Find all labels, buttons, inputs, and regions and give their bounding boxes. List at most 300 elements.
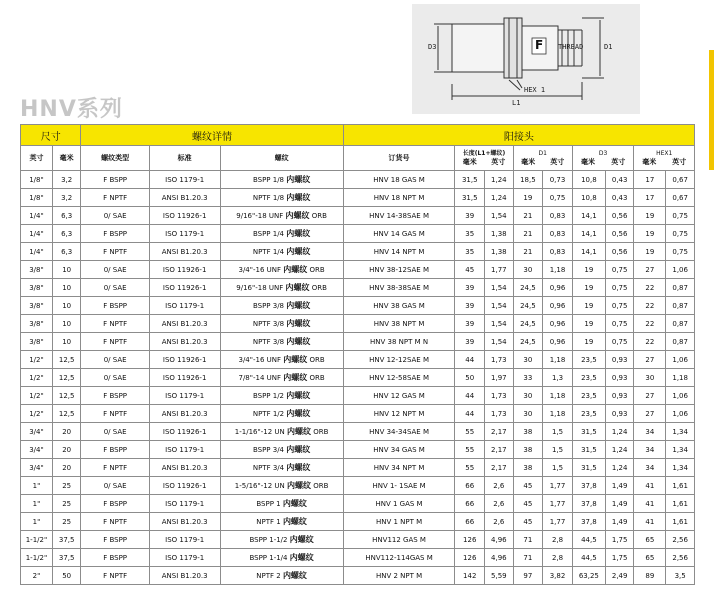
cell-thread [220, 369, 343, 387]
cell-order-no: HNV 34-34SAE M [343, 423, 455, 441]
cell-thread-type: F NPTF [81, 315, 149, 333]
cell-d1-mm: 45 [513, 495, 543, 513]
cell-thread-type: F NPTF [81, 459, 149, 477]
cell-standard: ANSI B1.20.3 [149, 513, 220, 531]
cell-hex-mm: 22 [634, 279, 666, 297]
cell-d1-in: 1,18 [543, 261, 573, 279]
col-inch: 英寸 [21, 146, 53, 171]
cell-inch: 1/2" [21, 351, 53, 369]
cell-hex-in: 0,87 [666, 297, 695, 315]
thread-suffix: ORB [311, 212, 327, 220]
internal-thread-label: 内螺纹 [282, 499, 307, 508]
cell-standard: ANSI B1.20.3 [149, 333, 220, 351]
cell-order-no: HNV 12-58SAE M [343, 369, 455, 387]
cell-hex-in: 0,75 [666, 207, 695, 225]
cell-d1-mm: 71 [513, 531, 543, 549]
cell-d1-mm: 38 [513, 459, 543, 477]
internal-thread-label: 内螺纹 [286, 463, 311, 472]
cell-length-in: 1,24 [485, 171, 514, 189]
group-size: 尺寸 [21, 125, 81, 146]
cell-thread [220, 495, 343, 513]
internal-thread-label: 内螺纹 [286, 481, 311, 490]
cell-thread [220, 315, 343, 333]
cell-d1-in: 1,18 [543, 387, 573, 405]
cell-d3-mm: 14,1 [572, 243, 605, 261]
cell-length-mm: 35 [455, 225, 485, 243]
table-row [21, 441, 695, 459]
cell-d1-mm: 30 [513, 405, 543, 423]
cell-length-in: 1,38 [485, 225, 514, 243]
cell-d1-mm: 24,5 [513, 279, 543, 297]
cell-d3-in: 0,93 [605, 405, 634, 423]
cell-length-mm: 50 [455, 369, 485, 387]
thread-spec: NPTF 3/8 [252, 338, 285, 346]
cell-order-no: HNV 1- 1SAE M [343, 477, 455, 495]
cell-length-mm: 44 [455, 405, 485, 423]
cell-d1-mm: 21 [513, 243, 543, 261]
cell-order-no: HNV 12 NPT M [343, 405, 455, 423]
cell-thread-type: F BSPP [81, 297, 149, 315]
cell-d1-mm: 24,5 [513, 333, 543, 351]
cell-standard: ANSI B1.20.3 [149, 459, 220, 477]
cell-inch: 3/4" [21, 441, 53, 459]
cell-d1-in: 1,77 [543, 495, 573, 513]
cell-mm: 10 [52, 333, 81, 351]
internal-thread-label: 内螺纹 [289, 535, 314, 544]
cell-d3-mm: 44,5 [572, 531, 605, 549]
cell-hex-in: 1,18 [666, 369, 695, 387]
cell-hex-mm: 27 [634, 387, 666, 405]
thread-spec: 9/16"-18 UNF [236, 212, 284, 220]
cell-mm: 6,3 [52, 225, 81, 243]
table-row [21, 279, 695, 297]
cell-d1-in: 1,18 [543, 405, 573, 423]
cell-length-mm: 39 [455, 279, 485, 297]
cell-d1-mm: 45 [513, 513, 543, 531]
cell-standard: ISO 1179-1 [149, 441, 220, 459]
cell-length-in: 1,54 [485, 333, 514, 351]
cell-d1-in: 1,18 [543, 351, 573, 369]
cell-d3-mm: 19 [572, 279, 605, 297]
cell-d3-mm: 31,5 [572, 423, 605, 441]
cell-thread [220, 531, 343, 549]
cell-length-mm: 126 [455, 531, 485, 549]
col-thread-type: 螺纹类型 [81, 146, 149, 171]
cell-order-no: HNV112 GAS M [343, 531, 455, 549]
cell-hex-mm: 34 [634, 459, 666, 477]
internal-thread-label: 内螺纹 [286, 301, 311, 310]
col-order-no: 订货号 [343, 146, 455, 171]
internal-thread-label: 内螺纹 [286, 427, 311, 436]
cell-d3-in: 0,93 [605, 351, 634, 369]
cell-d3-in: 1,49 [605, 513, 634, 531]
cell-order-no: HNV 1 GAS M [343, 495, 455, 513]
col-length-mm: 毫米 [462, 158, 477, 166]
cell-d3-in: 1,24 [605, 459, 634, 477]
cell-standard: ISO 11926-1 [149, 207, 220, 225]
cell-d3-in: 0,75 [605, 333, 634, 351]
cell-thread [220, 171, 343, 189]
cell-length-mm: 44 [455, 351, 485, 369]
cell-d1-mm: 19 [513, 189, 543, 207]
cell-inch: 2" [21, 567, 53, 585]
cell-hex-in: 1,61 [666, 513, 695, 531]
cell-hex-mm: 27 [634, 351, 666, 369]
cell-length-in: 1,38 [485, 243, 514, 261]
cell-inch: 1/4" [21, 225, 53, 243]
cell-mm: 20 [52, 459, 81, 477]
cell-length-in: 1,77 [485, 261, 514, 279]
group-thread-details: 螺纹详情 [81, 125, 343, 146]
cell-d3-mm: 19 [572, 315, 605, 333]
cell-d3-mm: 14,1 [572, 225, 605, 243]
thread-suffix: ORB [309, 356, 325, 364]
cell-length-mm: 39 [455, 297, 485, 315]
cell-hex-mm: 22 [634, 333, 666, 351]
label-thread: THREAD [558, 43, 584, 51]
internal-thread-label: 内螺纹 [286, 247, 311, 256]
table-row [21, 423, 695, 441]
cell-thread-type: 0/ SAE [81, 477, 149, 495]
cell-mm: 12,5 [52, 369, 81, 387]
cell-inch: 3/4" [21, 423, 53, 441]
cell-inch: 1/2" [21, 405, 53, 423]
cell-inch: 3/8" [21, 315, 53, 333]
thread-suffix: ORB [309, 266, 325, 274]
internal-thread-label: 内螺纹 [282, 517, 307, 526]
cell-mm: 25 [52, 477, 81, 495]
cell-length-mm: 126 [455, 549, 485, 567]
table-row [21, 315, 695, 333]
cell-standard: ISO 1179-1 [149, 225, 220, 243]
cell-d1-in: 0,96 [543, 315, 573, 333]
col-standard: 标准 [149, 146, 220, 171]
internal-thread-label: 内螺纹 [285, 211, 310, 220]
internal-thread-label: 内螺纹 [286, 319, 311, 328]
cell-length-mm: 39 [455, 207, 485, 225]
cell-inch: 1-1/2" [21, 531, 53, 549]
cell-d3-mm: 23,5 [572, 369, 605, 387]
cell-hex-mm: 27 [634, 405, 666, 423]
thread-spec: BSPP 1-1/4 [249, 554, 288, 562]
cell-hex-mm: 65 [634, 531, 666, 549]
edge-accent-bar [709, 50, 714, 170]
cell-mm: 25 [52, 513, 81, 531]
internal-thread-label: 内螺纹 [289, 553, 314, 562]
label-d1: D1 [604, 43, 613, 51]
thread-spec: 9/16"-18 UNF [236, 284, 284, 292]
cell-inch: 1/8" [21, 189, 53, 207]
cell-standard: ISO 1179-1 [149, 495, 220, 513]
cell-d3-in: 1,24 [605, 441, 634, 459]
cell-d1-in: 2,8 [543, 549, 573, 567]
cell-thread-type: F NPTF [81, 333, 149, 351]
cell-d1-in: 1,3 [543, 369, 573, 387]
cell-mm: 3,2 [52, 171, 81, 189]
cell-thread-type: F BSPP [81, 531, 149, 549]
cell-d3-mm: 23,5 [572, 387, 605, 405]
cell-d3-in: 0,75 [605, 261, 634, 279]
cell-length-in: 1,24 [485, 189, 514, 207]
cell-d1-mm: 71 [513, 549, 543, 567]
cell-length-in: 1,97 [485, 369, 514, 387]
table-row [21, 369, 695, 387]
cell-d3-in: 0,75 [605, 297, 634, 315]
cell-thread-type: 0/ SAE [81, 369, 149, 387]
cell-length-mm: 55 [455, 423, 485, 441]
cell-length-in: 2,6 [485, 477, 514, 495]
cell-hex-mm: 22 [634, 315, 666, 333]
cell-d1-in: 1,77 [543, 513, 573, 531]
table-row [21, 495, 695, 513]
thread-spec: BSPP 1/8 [252, 176, 285, 184]
thread-spec: 3/4"-16 UNF [238, 266, 282, 274]
cell-d3-in: 1,49 [605, 495, 634, 513]
cell-standard: ISO 1179-1 [149, 171, 220, 189]
cell-mm: 6,3 [52, 243, 81, 261]
cell-inch: 1/4" [21, 207, 53, 225]
cell-inch: 1" [21, 477, 53, 495]
cell-standard: ISO 1179-1 [149, 387, 220, 405]
cell-length-in: 2,6 [485, 495, 514, 513]
cell-d3-mm: 37,8 [572, 477, 605, 495]
table-row [21, 207, 695, 225]
col-hex-mm: 毫米 [642, 158, 657, 166]
cell-length-in: 2,17 [485, 459, 514, 477]
cell-d3-mm: 31,5 [572, 459, 605, 477]
cell-hex-in: 1,34 [666, 459, 695, 477]
cell-d1-in: 0,75 [543, 189, 573, 207]
cell-mm: 12,5 [52, 351, 81, 369]
cell-d3-mm: 14,1 [572, 207, 605, 225]
table-row [21, 297, 695, 315]
cell-mm: 25 [52, 495, 81, 513]
cell-inch: 1" [21, 513, 53, 531]
cell-hex-mm: 30 [634, 369, 666, 387]
cell-length-in: 5,59 [485, 567, 514, 585]
label-l1: L1 [512, 99, 521, 107]
cell-standard: ISO 1179-1 [149, 297, 220, 315]
cell-length-mm: 142 [455, 567, 485, 585]
cell-length-mm: 45 [455, 261, 485, 279]
table-row [21, 405, 695, 423]
cell-thread-type: F BSPP [81, 225, 149, 243]
cell-d3-in: 1,49 [605, 477, 634, 495]
table-row [21, 189, 695, 207]
cell-d3-mm: 10,8 [572, 171, 605, 189]
col-d1-in: 英寸 [550, 158, 565, 166]
cell-d1-in: 0,96 [543, 279, 573, 297]
cell-thread-type: F NPTF [81, 189, 149, 207]
cell-thread [220, 297, 343, 315]
cell-d1-in: 1,5 [543, 441, 573, 459]
cell-inch: 1-1/2" [21, 549, 53, 567]
cell-hex-in: 0,67 [666, 189, 695, 207]
cell-thread-type: F NPTF [81, 405, 149, 423]
cell-thread-type: F BSPP [81, 495, 149, 513]
cell-order-no: HNV 38 NPT M N [343, 333, 455, 351]
cell-order-no: HNV 14 NPT M [343, 243, 455, 261]
cell-hex-mm: 41 [634, 477, 666, 495]
cell-d3-in: 1,75 [605, 549, 634, 567]
cell-d3-in: 2,49 [605, 567, 634, 585]
cell-standard: ISO 11926-1 [149, 369, 220, 387]
cell-d3-in: 0,75 [605, 279, 634, 297]
cell-thread [220, 477, 343, 495]
cell-hex-in: 1,06 [666, 387, 695, 405]
thread-spec: 3/4"-16 UNF [238, 356, 282, 364]
spec-table [20, 124, 695, 585]
thread-spec: BSPP 1 [256, 500, 281, 508]
thread-suffix: ORB [309, 374, 325, 382]
cell-hex-mm: 19 [634, 207, 666, 225]
cell-length-mm: 35 [455, 243, 485, 261]
table-row [21, 225, 695, 243]
cell-hex-in: 1,34 [666, 423, 695, 441]
cell-d1-mm: 18,5 [513, 171, 543, 189]
cell-thread-type: 0/ SAE [81, 207, 149, 225]
cell-length-in: 2,6 [485, 513, 514, 531]
cell-thread [220, 333, 343, 351]
cell-inch: 1" [21, 495, 53, 513]
cell-d3-mm: 37,8 [572, 495, 605, 513]
cell-hex-in: 1,06 [666, 351, 695, 369]
cell-hex-in: 0,87 [666, 315, 695, 333]
cell-thread [220, 261, 343, 279]
col-hex1-title: HEX1 [656, 150, 673, 157]
cell-d3-in: 0,93 [605, 369, 634, 387]
cell-length-mm: 44 [455, 387, 485, 405]
thread-spec: NPTF 2 [256, 572, 281, 580]
cell-hex-mm: 65 [634, 549, 666, 567]
coupling-drawing [412, 4, 640, 114]
cell-d1-in: 3,82 [543, 567, 573, 585]
cell-d1-in: 0,96 [543, 297, 573, 315]
cell-thread-type: 0/ SAE [81, 279, 149, 297]
series-title: HNV系列 [20, 97, 123, 122]
col-d1-title: D1 [538, 150, 547, 157]
cell-length-in: 2,17 [485, 423, 514, 441]
cell-inch: 1/2" [21, 369, 53, 387]
cell-hex-mm: 34 [634, 423, 666, 441]
internal-thread-label: 内螺纹 [286, 391, 311, 400]
cell-order-no: HNV 12 GAS M [343, 387, 455, 405]
cell-d1-in: 2,8 [543, 531, 573, 549]
cell-d3-in: 0,93 [605, 387, 634, 405]
cell-d3-mm: 31,5 [572, 441, 605, 459]
cell-hex-mm: 41 [634, 513, 666, 531]
cell-hex-in: 0,75 [666, 225, 695, 243]
label-hex: HEX 1 [524, 86, 546, 94]
cell-d3-mm: 63,25 [572, 567, 605, 585]
cell-length-mm: 39 [455, 333, 485, 351]
cell-thread-type: F NPTF [81, 567, 149, 585]
cell-hex-in: 1,06 [666, 405, 695, 423]
cell-d1-mm: 38 [513, 423, 543, 441]
cell-mm: 6,3 [52, 207, 81, 225]
coupling-diagram [412, 4, 640, 114]
cell-d1-mm: 38 [513, 441, 543, 459]
cell-d3-in: 0,56 [605, 207, 634, 225]
cell-inch: 3/4" [21, 459, 53, 477]
cell-d3-in: 0,43 [605, 189, 634, 207]
thread-spec: NPTF 1/2 [252, 410, 285, 418]
cell-d1-mm: 30 [513, 387, 543, 405]
col-hex-in: 英寸 [672, 158, 687, 166]
table-row [21, 387, 695, 405]
cell-order-no: HNV 12-12SAE M [343, 351, 455, 369]
cell-length-in: 4,96 [485, 549, 514, 567]
cell-d3-in: 1,24 [605, 423, 634, 441]
cell-inch: 3/8" [21, 333, 53, 351]
cell-length-mm: 66 [455, 513, 485, 531]
cell-standard: ISO 11926-1 [149, 477, 220, 495]
cell-length-in: 2,17 [485, 441, 514, 459]
label-d3: D3 [428, 43, 437, 51]
cell-mm: 10 [52, 315, 81, 333]
cell-d1-mm: 21 [513, 207, 543, 225]
cell-standard: ISO 11926-1 [149, 279, 220, 297]
cell-order-no: HNV 1 NPT M [343, 513, 455, 531]
cell-standard: ANSI B1.20.3 [149, 189, 220, 207]
cell-hex-in: 0,87 [666, 279, 695, 297]
cell-length-mm: 31,5 [455, 171, 485, 189]
cell-d1-mm: 30 [513, 261, 543, 279]
cell-thread [220, 225, 343, 243]
group-male-head: 阳接头 [343, 125, 694, 146]
col-d3-in: 英寸 [611, 158, 626, 166]
internal-thread-label: 内螺纹 [286, 193, 311, 202]
internal-thread-label: 内螺纹 [283, 265, 308, 274]
cell-d1-mm: 33 [513, 369, 543, 387]
cell-inch: 3/8" [21, 279, 53, 297]
cell-d1-mm: 24,5 [513, 297, 543, 315]
cell-d3-mm: 44,5 [572, 549, 605, 567]
cell-hex-in: 0,67 [666, 171, 695, 189]
cell-d3-mm: 23,5 [572, 351, 605, 369]
cell-hex-mm: 89 [634, 567, 666, 585]
cell-order-no: HNV 2 NPT M [343, 567, 455, 585]
internal-thread-label: 内螺纹 [285, 283, 310, 292]
cell-standard: ISO 1179-1 [149, 531, 220, 549]
cell-thread [220, 513, 343, 531]
cell-mm: 3,2 [52, 189, 81, 207]
col-length [455, 146, 513, 171]
thread-spec: 1-5/16"-12 UN [234, 482, 285, 490]
cell-order-no: HNV 38-12SAE M [343, 261, 455, 279]
cell-length-in: 1,54 [485, 279, 514, 297]
cell-d1-mm: 97 [513, 567, 543, 585]
cell-thread [220, 459, 343, 477]
cell-d1-mm: 21 [513, 225, 543, 243]
cell-thread-type: 0/ SAE [81, 261, 149, 279]
cell-thread [220, 189, 343, 207]
internal-thread-label: 内螺纹 [286, 445, 311, 454]
internal-thread-label: 内螺纹 [286, 337, 311, 346]
col-d3-mm: 毫米 [580, 158, 595, 166]
cell-length-mm: 66 [455, 495, 485, 513]
cell-d1-in: 0,73 [543, 171, 573, 189]
internal-thread-label: 内螺纹 [286, 409, 311, 418]
table-row [21, 459, 695, 477]
table-row [21, 531, 695, 549]
table-row [21, 333, 695, 351]
label-f: F [535, 38, 544, 52]
cell-hex-mm: 34 [634, 441, 666, 459]
cell-standard: ISO 1179-1 [149, 549, 220, 567]
cell-mm: 50 [52, 567, 81, 585]
cell-hex-in: 2,56 [666, 549, 695, 567]
